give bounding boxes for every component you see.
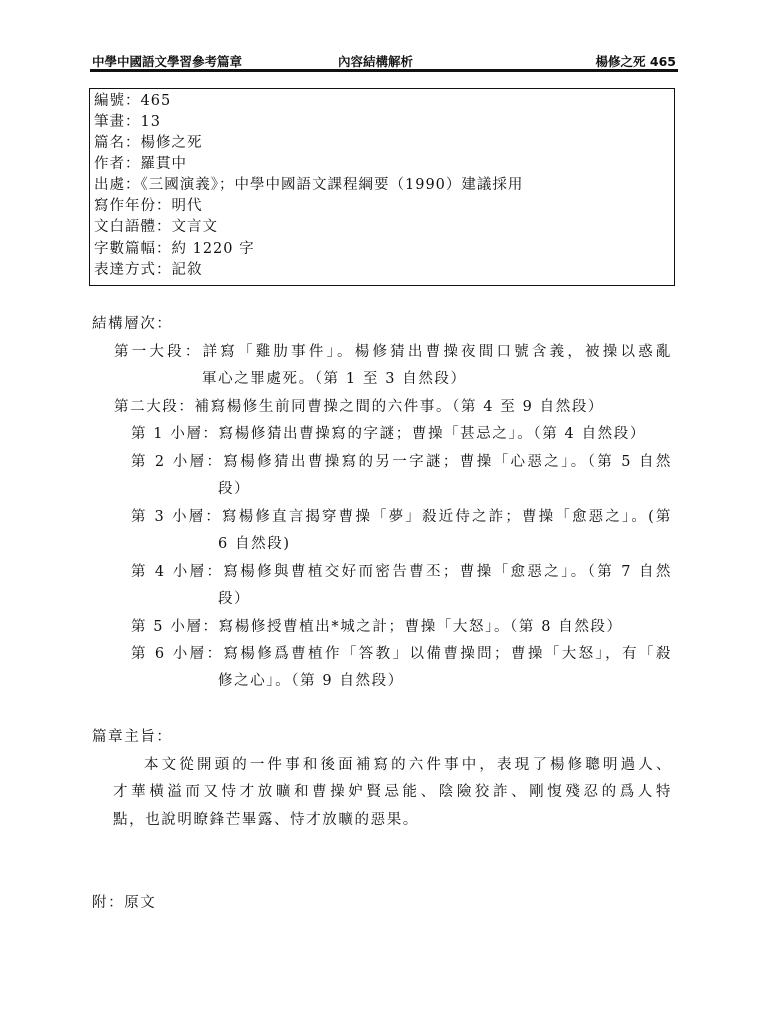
theme-line3: 點，也說明瞭鋒芒畢露、恃才放曠的惡果。 — [113, 812, 419, 828]
structure-layer2-line2: 段） — [218, 481, 251, 497]
structure-layer6-line2: 修之心」。（第 9 自然段） — [218, 673, 404, 689]
info-number: 編號：465 — [94, 93, 172, 109]
info-year: 寫作年份：明代 — [94, 198, 203, 214]
theme-line1: 本文從開頭的一件事和後面補寫的六件事中，表現了楊修聰明過人、 — [144, 757, 672, 773]
info-title: 篇名：楊修之死 — [94, 135, 203, 151]
structure-layer1: 第 1 小層：寫楊修猜出曹操寫的字謎；曹操「甚忌之」。（第 4 自然段） — [131, 426, 646, 442]
header-rule — [90, 69, 678, 72]
header-page-number: 楊修之死 465 — [595, 54, 676, 69]
structure-layer4-line2: 段） — [218, 591, 251, 607]
info-length: 字數篇幅：約 1220 字 — [94, 241, 255, 257]
structure-part1-line1: 第一大段：詳寫「雞肋事件」。楊修猜出曹操夜間口號含義，被操以惑亂 — [114, 344, 672, 360]
header-section-title: 內容結構解析 — [338, 54, 414, 69]
theme-heading: 篇章主旨： — [92, 729, 173, 745]
info-box — [89, 88, 675, 286]
info-expression: 表達方式：記敘 — [94, 262, 203, 278]
structure-layer3-line1: 第 3 小層：寫楊修直言揭穿曹操「夢」殺近侍之詐；曹操「愈惡之」。(第 — [131, 509, 672, 525]
structure-part1-line2: 軍心之罪處死。（第 1 至 3 自然段） — [202, 371, 467, 387]
theme-line2: 才華橫溢而又恃才放曠和曹操妒賢忌能、陰險狡詐、剛愎殘忍的爲人特 — [113, 784, 672, 800]
page-header — [92, 52, 676, 70]
header-book-title: 中學中國語文學習參考篇章 — [92, 54, 243, 69]
structure-layer6-line1: 第 6 小層：寫楊修爲曹植作「答教」以備曹操問；曹操「大怒」，有「殺 — [131, 646, 672, 662]
structure-layer3-line2: 6 自然段) — [218, 536, 291, 552]
info-author: 作者：羅貫中 — [94, 156, 187, 172]
structure-layer5: 第 5 小層：寫楊修授曹植出*城之計；曹操「大怒」。（第 8 自然段） — [131, 619, 623, 635]
structure-layer4-line1: 第 4 小層：寫楊修與曹植交好而密告曹丕；曹操「愈惡之」。（第 7 自然 — [131, 564, 672, 580]
structure-layer2-line1: 第 2 小層：寫楊修猜出曹操寫的另一字謎；曹操「心惡之」。（第 5 自然 — [131, 454, 672, 470]
info-style: 文白語體：文言文 — [94, 219, 218, 235]
info-source: 出處：《三國演義》；中學中國語文課程綱要（1990）建議採用 — [94, 177, 524, 193]
info-strokes: 筆畫：13 — [94, 114, 161, 130]
structure-part2: 第二大段：補寫楊修生前同曹操之間的六件事。（第 4 至 9 自然段） — [114, 399, 605, 415]
structure-heading: 結構層次： — [92, 316, 173, 332]
appendix-heading: 附：原文 — [92, 895, 157, 911]
